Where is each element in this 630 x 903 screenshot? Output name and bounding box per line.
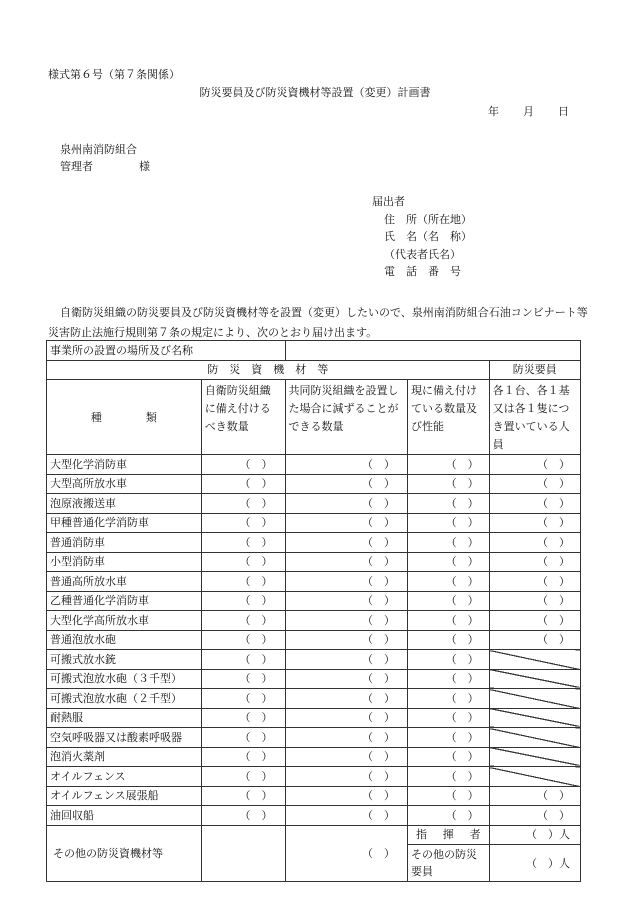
self-quantity-field[interactable]: （ ）: [201, 572, 285, 592]
staff-not-applicable-cell: [489, 689, 580, 709]
staff-count-field[interactable]: （ ）: [489, 591, 580, 611]
current-quantity-field[interactable]: （ ）: [407, 747, 489, 767]
staff-not-applicable-cell: [489, 767, 580, 787]
applicant-address-label: 住 所（所在地）: [384, 212, 472, 226]
equipment-type: 空気呼吸器又は酸素呼吸器: [47, 728, 202, 748]
equipment-type: 甲種普通化学消防車: [47, 513, 202, 533]
col-header-type: 種 類: [47, 380, 202, 455]
self-quantity-field[interactable]: （ ）: [201, 474, 285, 494]
self-quantity-field[interactable]: （ ）: [201, 747, 285, 767]
staff-count-field[interactable]: （ ）: [489, 572, 580, 592]
self-quantity-field[interactable]: （ ）: [201, 630, 285, 650]
joint-quantity-field[interactable]: （ ）: [285, 767, 407, 787]
staff-not-applicable-cell: [489, 728, 580, 748]
joint-quantity-field[interactable]: （ ）: [285, 689, 407, 709]
table-row: [47, 708, 581, 728]
column-header-row: [47, 380, 581, 455]
joint-quantity-field[interactable]: （ ）: [285, 786, 407, 806]
equipment-group-header: 防 災 資 機 材 等: [47, 360, 490, 380]
current-quantity-field[interactable]: （ ）: [407, 455, 489, 475]
staff-not-applicable-cell: [489, 650, 580, 670]
other-staff-value[interactable]: （ ）人: [489, 845, 580, 882]
current-quantity-field[interactable]: （ ）: [407, 591, 489, 611]
table-row: [47, 513, 581, 533]
other-self-field[interactable]: [201, 825, 285, 882]
staff-count-field[interactable]: （ ）: [489, 513, 580, 533]
staff-group-header: 防災要員: [489, 360, 580, 380]
staff-not-applicable-cell: [489, 669, 580, 689]
current-quantity-field[interactable]: （ ）: [407, 708, 489, 728]
current-quantity-field[interactable]: （ ）: [407, 611, 489, 631]
self-quantity-field[interactable]: （ ）: [201, 767, 285, 787]
addressee-org: 泉州南消防組合: [60, 143, 137, 156]
table-row: [47, 728, 581, 748]
joint-quantity-field[interactable]: （ ）: [285, 494, 407, 514]
other-staff-label: その他の防災要員: [407, 845, 489, 882]
joint-quantity-field[interactable]: （ ）: [285, 474, 407, 494]
date-month: 月: [523, 105, 534, 118]
group-header-row: [47, 360, 581, 380]
staff-count-field[interactable]: （ ）: [489, 455, 580, 475]
current-quantity-field[interactable]: （ ）: [407, 474, 489, 494]
equipment-type: 可搬式泡放水砲（３千型）: [47, 669, 202, 689]
self-quantity-field[interactable]: （ ）: [201, 611, 285, 631]
self-quantity-field[interactable]: （ ）: [201, 513, 285, 533]
intro-paragraph: 自衛防災組織の防災要員及び防災資機材等を設置（変更）したいので、泉州南消防組合石油コンビナート等災害防止法施行規則第７条の規定により、次のとおり届け出ます。: [48, 306, 588, 339]
self-quantity-field[interactable]: （ ）: [201, 786, 285, 806]
current-quantity-field[interactable]: （ ）: [407, 630, 489, 650]
location-row: [47, 341, 581, 361]
joint-quantity-field[interactable]: （ ）: [285, 669, 407, 689]
current-quantity-field[interactable]: （ ）: [407, 494, 489, 514]
col-header-joint-reduction: 共同防災組織を設置した場合に減ずることができる数量: [285, 380, 407, 455]
table-row: [47, 552, 581, 572]
current-quantity-field[interactable]: （ ）: [407, 513, 489, 533]
date-year: 年: [488, 105, 499, 118]
current-quantity-field[interactable]: （ ）: [407, 786, 489, 806]
other-row-1: [47, 825, 581, 845]
equipment-type: 大型高所放水車: [47, 474, 202, 494]
equipment-type: 可搬式泡放水砲（２千型）: [47, 689, 202, 709]
equipment-type: 可搬式放水銃: [47, 650, 202, 670]
table-row: [47, 474, 581, 494]
document-title: 防災要員及び防災資機材等設置（変更）計画書: [199, 86, 431, 99]
commander-value[interactable]: （ ）人: [489, 825, 580, 845]
addressee-manager: [60, 158, 150, 174]
joint-quantity-field[interactable]: （ ）: [285, 728, 407, 748]
current-quantity-field[interactable]: （ ）: [407, 572, 489, 592]
self-quantity-field[interactable]: （ ）: [201, 494, 285, 514]
joint-quantity-field[interactable]: （ ）: [285, 630, 407, 650]
staff-count-field[interactable]: （ ）: [489, 630, 580, 650]
equipment-type: 油回収船: [47, 806, 202, 826]
table-row: [47, 689, 581, 709]
joint-quantity-field[interactable]: （ ）: [285, 572, 407, 592]
table-row: [47, 747, 581, 767]
equipment-type: オイルフェンス: [47, 767, 202, 787]
self-quantity-field[interactable]: （ ）: [201, 591, 285, 611]
table-row: [47, 533, 581, 553]
joint-quantity-field[interactable]: （ ）: [285, 455, 407, 475]
applicant-representative-label: （代表者氏名）: [384, 247, 461, 261]
equipment-type: 普通消防車: [47, 533, 202, 553]
joint-quantity-field[interactable]: （ ）: [285, 747, 407, 767]
staff-count-field[interactable]: （ ）: [489, 474, 580, 494]
self-quantity-field[interactable]: （ ）: [201, 806, 285, 826]
form-number-label: 様式第６号（第７条関係）: [48, 68, 180, 81]
staff-not-applicable-cell: [489, 708, 580, 728]
equipment-table: [46, 340, 581, 882]
equipment-rows: [47, 455, 581, 826]
staff-count-field[interactable]: （ ）: [489, 806, 580, 826]
current-quantity-field[interactable]: （ ）: [407, 728, 489, 748]
joint-quantity-field[interactable]: （ ）: [285, 513, 407, 533]
addressee-manager-title: 管理者: [60, 160, 93, 173]
staff-count-field[interactable]: （ ）: [489, 786, 580, 806]
equipment-type: 泡消火薬剤: [47, 747, 202, 767]
other-equipment-label: その他の防災資機材等: [47, 825, 202, 882]
staff-count-field[interactable]: （ ）: [489, 533, 580, 553]
table-row: [47, 572, 581, 592]
equipment-type: オイルフェンス展張船: [47, 786, 202, 806]
current-quantity-field[interactable]: （ ）: [407, 533, 489, 553]
current-quantity-field[interactable]: （ ）: [407, 806, 489, 826]
staff-count-field[interactable]: （ ）: [489, 611, 580, 631]
self-quantity-field[interactable]: （ ）: [201, 708, 285, 728]
addressee-honorific: 様: [139, 160, 150, 173]
joint-quantity-field[interactable]: （ ）: [285, 533, 407, 553]
col-header-self-defense: 自衛防災組織に備え付けるべき数量: [201, 380, 285, 455]
equipment-type: 乙種普通化学消防車: [47, 591, 202, 611]
table-row: [47, 455, 581, 475]
table-row: [47, 669, 581, 689]
table-row: [47, 650, 581, 670]
location-label: 事業所の設置の場所及び名称: [47, 341, 286, 361]
current-quantity-field[interactable]: （ ）: [407, 552, 489, 572]
self-quantity-field[interactable]: （ ）: [201, 455, 285, 475]
staff-not-applicable-cell: [489, 747, 580, 767]
applicant-name-label: 氏 名（名 称）: [384, 230, 472, 243]
equipment-type: 大型化学消防車: [47, 455, 202, 475]
equipment-type: 普通高所放水車: [47, 572, 202, 592]
current-quantity-field[interactable]: （ ）: [407, 767, 489, 787]
equipment-type: 泡原液搬送車: [47, 494, 202, 514]
self-quantity-field[interactable]: （ ）: [201, 689, 285, 709]
equipment-type: 普通泡放水砲: [47, 630, 202, 650]
col-header-current: 現に備え付けている数量及び性能: [407, 380, 489, 455]
self-quantity-field[interactable]: （ ）: [201, 669, 285, 689]
staff-count-field[interactable]: （ ）: [489, 552, 580, 572]
current-quantity-field[interactable]: （ ）: [407, 689, 489, 709]
joint-quantity-field[interactable]: （ ）: [285, 591, 407, 611]
joint-quantity-field[interactable]: （ ）: [285, 806, 407, 826]
equipment-type: 大型化学高所放水車: [47, 611, 202, 631]
table-row: [47, 494, 581, 514]
joint-quantity-field[interactable]: （ ）: [285, 708, 407, 728]
table-row: [47, 806, 581, 826]
applicant-heading: 届出者: [372, 195, 405, 208]
table-row: [47, 767, 581, 787]
commander-label: 指 揮 者: [407, 825, 489, 845]
equipment-type: 耐熱服: [47, 708, 202, 728]
self-quantity-field[interactable]: （ ）: [201, 728, 285, 748]
joint-quantity-field[interactable]: （ ）: [285, 650, 407, 670]
table-row: [47, 591, 581, 611]
other-joint-field[interactable]: （ ）: [285, 825, 407, 882]
current-quantity-field[interactable]: （ ）: [407, 669, 489, 689]
self-quantity-field[interactable]: （ ）: [201, 533, 285, 553]
equipment-type: 小型消防車: [47, 552, 202, 572]
table-row: [47, 630, 581, 650]
location-value-field[interactable]: [285, 341, 581, 361]
joint-quantity-field[interactable]: （ ）: [285, 552, 407, 572]
table-row: [47, 611, 581, 631]
staff-count-field[interactable]: （ ）: [489, 494, 580, 514]
applicant-block: [372, 193, 472, 281]
col-header-staff: 各１台、各１基又は各１隻につき置いている人員: [489, 380, 580, 455]
date-day: 日: [558, 105, 569, 118]
table-row: [47, 786, 581, 806]
applicant-phone-label: 電 話 番 号: [384, 265, 461, 278]
joint-quantity-field[interactable]: （ ）: [285, 611, 407, 631]
date-line: [488, 103, 569, 119]
self-quantity-field[interactable]: （ ）: [201, 552, 285, 572]
self-quantity-field[interactable]: （ ）: [201, 650, 285, 670]
current-quantity-field[interactable]: （ ）: [407, 650, 489, 670]
